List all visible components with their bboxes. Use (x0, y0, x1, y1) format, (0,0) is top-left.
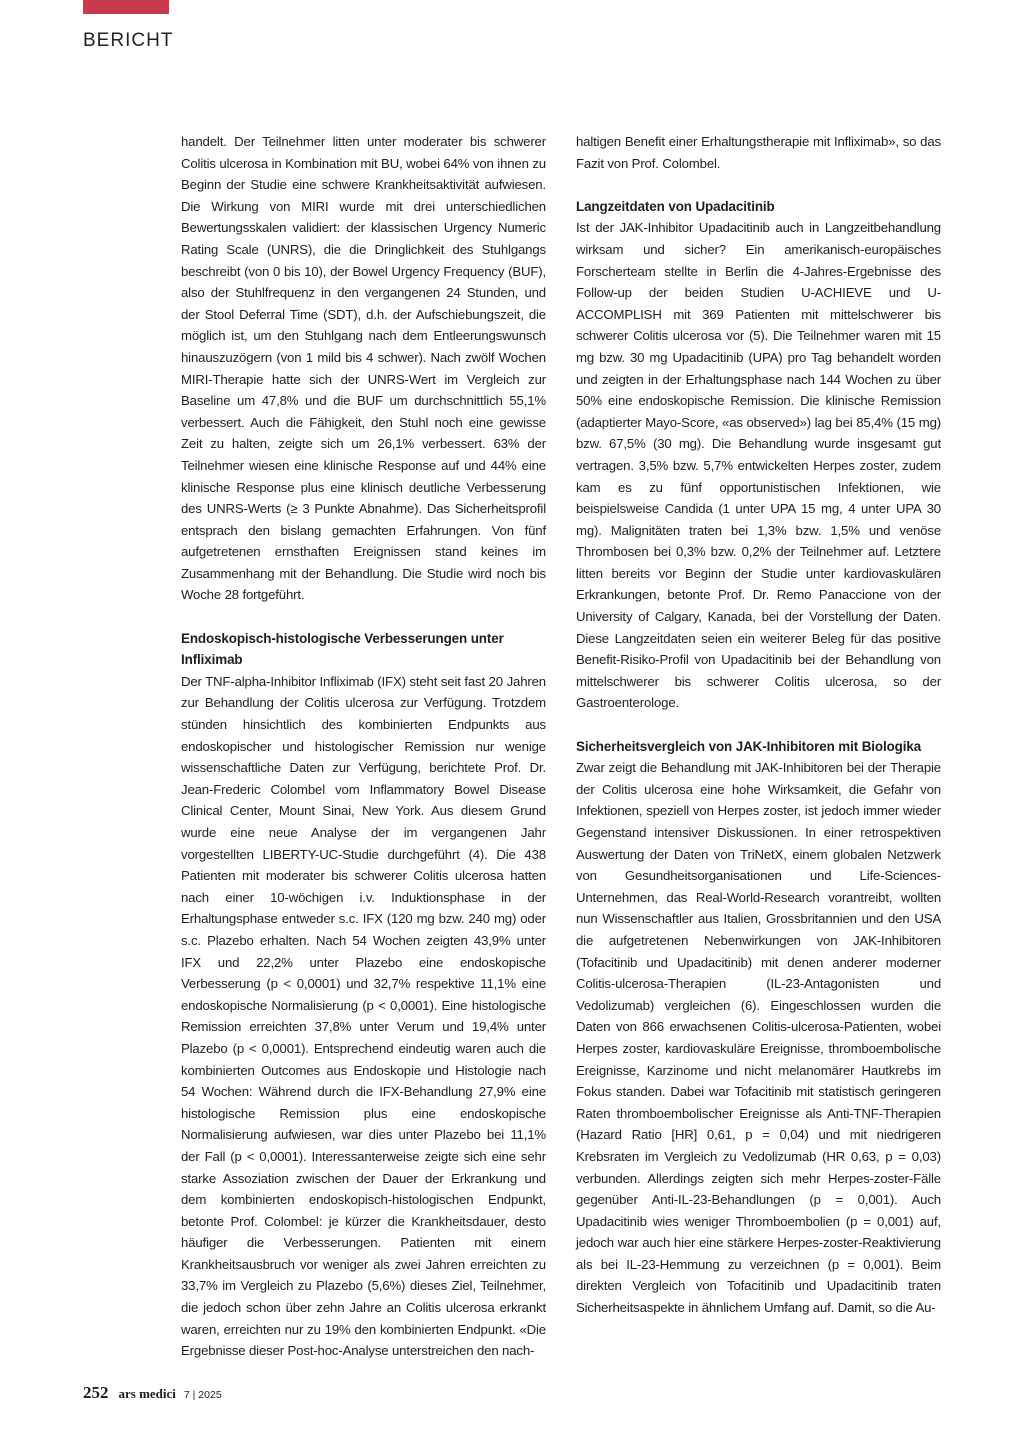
upadacitinib-paragraph: Ist der JAK-Inhibitor Upadacitinib auch in Langzeitbehandlung wirksam und sicher? Ein amerikanisch-europäisches Forscherteam stellte in Berlin die 4-Jahres-Ergebnisse des Follow-up der beiden Studien U-ACHIEVE und U-ACCOMPLISH mit 369 Patienten mit mittelschwerer bis schwerer Colitis ulcerosa vor (5). Die Teilnehmer waren mit 15 mg bzw. 30 mg Upadacitinib (UPA) pro Tag behandelt worden und zeigten in der Erhaltungsphase nach 144 Wochen zu über 50% eine endoskopische Remission. Die klinische Remission (adaptierter Mayo-Score, «as observed») lag bei 85,4% (15 mg) bzw. 67,5% (30 mg). Die Behandlung wurde insgesamt gut vertragen. 3,5% bzw. 5,7% entwickelten Herpes zoster, zudem kam es zu fünf opportunistischen Infektionen, wie beispielsweise Candida (1 unter UPA 15 mg, 4 unter UPA 30 mg). Malignitäten traten bei 1,3% bzw. 1,5% und venöse Thrombosen bei 0,3% bzw. 0,2% der Teilnehmer auf. Letztere litten bereits vor Beginn der Studie unter kardiovaskulären Erkrankungen, betonte Prof. Dr. Remo Panaccione von der University of Calgary, Kanada, bei der Vorstellung der Daten. Diese Langzeitdaten seien ein weiterer Beleg für das positive Benefit-Risiko-Profil von Upadacitinib bei der Behandlung von mittelschwerer bis schwerer Colitis ulcerosa, so der Gastroenterologe. (576, 220, 941, 711)
infliximab-paragraph: Der TNF-alpha-Inhibitor Infliximab (IFX) steht seit fast 20 Jahren zur Behandlung der Colitis ulcerosa zur Verfügung. Trotzdem stünden hinsichtlich des kombinierten Endpunkts aus endoskopischer und histologischer Remission nur wenige wissenschaftliche Daten zur Verfügung, berichtete Prof. Dr. Jean-Frederic Colombel vom Inflammatory Bowel Disease Clinical Center, Mount Sinai, New York. Aus diesem Grund wurde eine neue Analyse der im vergangenen Jahr vorgestellten LIBERTY-UC-Studie durchgeführt (4). Die 438 Patienten mit moderater bis schwerer Colitis ulcerosa hatten nach einer 10-wöchigen i.v. Induktionsphase in der Erhaltungsphase entweder s.c. IFX (120 mg bzw. 240 mg) oder s.c. Plazebo erhalten. Nach 54 Wochen zeigten 43,9% unter IFX und 22,2% unter Plazebo eine endoskopische Verbesserung (p < 0,0001) und 32,7% respektive 11,1% eine endoskopische Normalisierung (p < 0,0001). Eine histologische Remission erreichten 37,8% unter Verum und 19,4% unter Plazebo (p < 0,0001). Entsprechend eindeutig waren auch die kombinierten Outcomes aus Endoskopie und Histologie nach 54 Wochen: Während durch die IFX-Behandlung 27,9% eine histologische Remission plus eine endoskopische Normalisierung aufwiesen, war dies unter Plazebo bei 11,1% der Fall (p < 0,0001). Interessanterweise zeigte sich eine sehr starke Assoziation zwischen der Dauer der Erkrankung und dem kombinierten endoskopisch-histologischen Endpunkt, betonte Prof. Colombel: je kürzer die Krankheitsdauer, desto häufiger die Verbesserungen. Patienten mit einem Krankheitsausbruch vor weniger als zwei Jahren erreichten zu 33,7% im Vergleich zu Plazebo (5,6%) dieses Ziel, Teilnehmer, die jedoch schon über zehn Jahre an Colitis ulcerosa erkrankt waren, erreichten nur zu 19% den kombinierten Endpunkt. «Die Ergebnisse dieser Post-hoc-Analyse unterstreichen den nach- (181, 673, 546, 1359)
heading-infliximab: Endoskopisch-histologische Verbesserungen unter Infliximab (181, 630, 504, 668)
section-label: BERICHT (83, 30, 174, 51)
heading-jak-safety: Sicherheitsvergleich von JAK-Inhibitoren mit Biologika (576, 738, 922, 754)
paragraph-spacer (576, 714, 941, 736)
heading-upadacitinib: Langzeitdaten von Upadacitinib (576, 198, 775, 214)
journal-name: ars medici (118, 1386, 176, 1401)
issue-info: 7 | 2025 (183, 1389, 222, 1401)
jak-paragraph: Zwar zeigt die Behandlung mit JAK-Inhibitoren bei der Therapie der Colitis ulcerosa eine hohe Wirksamkeit, die Gefahr von Infektionen, speziell von Herpes zoster, ist jedoch immer wieder Gegenstand intensiver Diskussionen. In einer retrospektiven Auswertung der Daten von TriNetX, einem globalen Netzwerk von Gesundheitsorganisationen und Life-Sciences-Unternehmen, das Real-World-Research vorantreibt, wollten nun Wissenschaftler aus Italien, Grossbritannien und den USA die aufgetretenen Nebenwirkungen von JAK-Inhibitoren (Tofacitinib und Upadacitinib) mit denen anderer moderner Colitis-ulcerosa-Therapien (IL-23-Antagonisten und Vedolizumab) vergleichen (6). Eingeschlossen wurden die Daten von 866 erwachsenen Colitis-ulcerosa-Patienten, wobei Herpes zoster, kardiovaskuläre Ereignisse, thromboembolische Ereignisse, Karzinome und nicht melanomärer Hautkrebs im Fokus standen. Dabei war Tofacitinib mit statistisch geringeren Raten thromboembolischer Ereignisse als Anti-TNF-Therapien (Hazard Ratio [HR] 0,61, p = 0,04) und mit niedrigeren Krebsraten im Vergleich zu Vedolizumab (HR 0,63, p = 0,03) verbunden. Allerdings zeigten sich mehr Herpes-zoster-Fälle gegenüber Anti-IL-23-Behandlungen (p = 0,001). Auch Upadacitinib wies weniger Thromboembolien (p = 0,001) auf, jedoch war auch hier eine stärkere Herpes-zoster-Reaktivierung als bei IL-23-Hemmung zu verzeichnen (p = 0,001). Beim direkten Vergleich von Tofacitinib und Upadacitinib traten Sicherheitsaspekte in ähnlichem Umfang auf. Damit, so die Au- (576, 760, 941, 1316)
page-footer (83, 1383, 222, 1403)
page-number: 252 (83, 1383, 109, 1402)
continuation-paragraph: haltigen Benefit einer Erhaltungstherapie mit Infliximab», so das Fazit von Prof. Colombel. (576, 134, 941, 171)
right-column (576, 131, 941, 1319)
left-column (181, 131, 546, 1362)
intro-paragraph: handelt. Der Teilnehmer litten unter moderater bis schwerer Colitis ulcerosa in Kombination mit BU, wobei 64% von ihnen zu Beginn der Studie eine schwere Krankheitsaktivität aufwiesen. Die Wirkung von MIRI wurde mit drei unterschiedlichen Bewertungsskalen validiert: der klassischen Urgency Numeric Rating Scale (UNRS), die die Dringlichkeit des Stuhlgangs beschreibt (von 0 bis 10), der Bowel Urgency Frequency (BUF), also der Stuhlfrequenz in den vergangenen 24 Stunden, und der Stool Deferral Time (SDT), d.h. der Aufschiebungszeit, die möglich ist, um den Stuhlgang nach dem Entleerungswunsch hinauszuzögern (von 1 mild bis 4 schwer). Nach zwölf Wochen MIRI-Therapie hatte sich der UNRS-Wert im Vergleich zur Baseline um 47,8% und die BUF um durchschnittlich 55,1% verbessert. Auch die Fähigkeit, den Stuhl noch eine gewisse Zeit zu halten, zeigte sich um 26,1% verbessert. 63% der Teilnehmer wiesen eine klinische Response auf und 44% eine klinische Response plus eine klinisch deutliche Verbesserung des UNRS-Werts (≥ 3 Punkte Abnahme). Das Sicherheitsprofil entsprach den bislang gemachten Erfahrungen. Von fünf aufgetretenen ernsthaften Ereignissen stand keines im Zusammenhang mit der Behandlung. Die Studie wird noch bis Woche 28 fortgeführt. (181, 134, 546, 603)
section-accent-bar (83, 0, 169, 14)
paragraph-spacer (576, 174, 941, 196)
paragraph-spacer (181, 606, 546, 628)
